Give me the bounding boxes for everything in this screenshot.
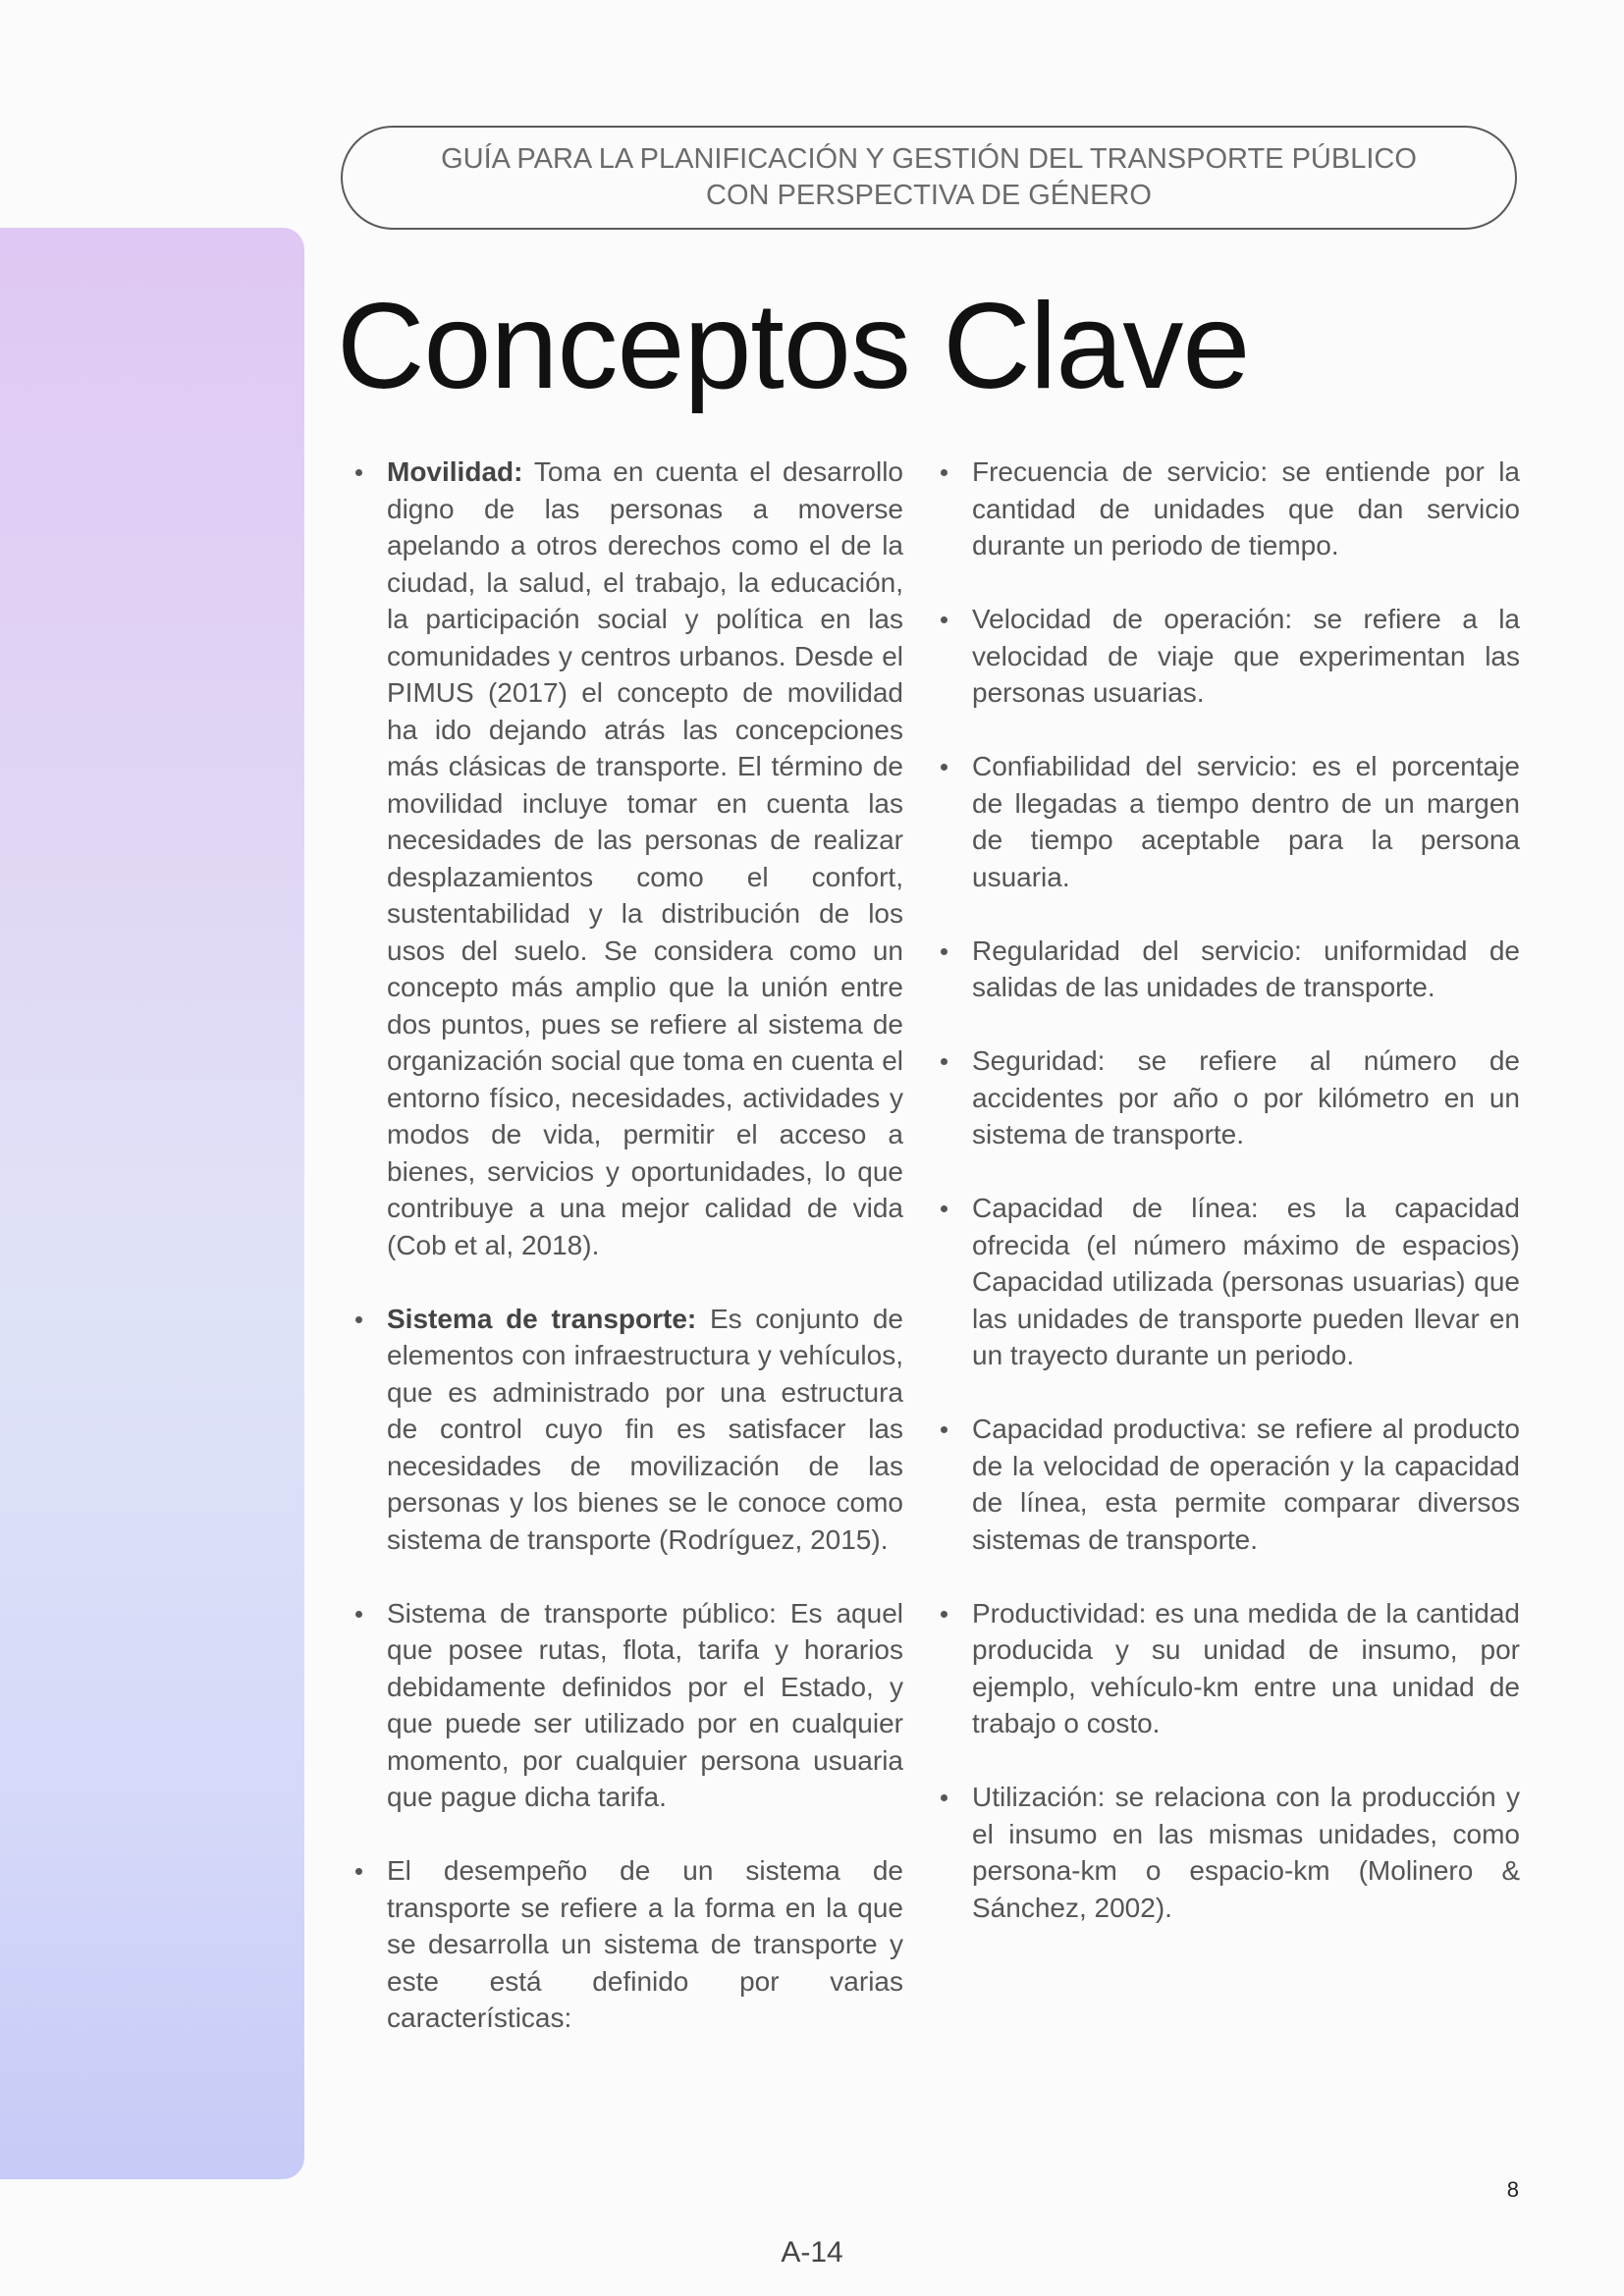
characteristic-capacidad-linea: Capacidad de línea: es la capacidad ofrecida (el número máximo de espacios) Capacidad utilizada (personas usuarias) que las unidades de transporte pueden llevar en un trayecto durante un periodo. — [941, 1190, 1520, 1374]
left-concepts-list — [355, 454, 903, 2073]
characteristic-velocidad: Velocidad de operación: se refiere a la velocidad de viaje que experimentan las personas usuarias. — [941, 601, 1520, 712]
characteristic-seguridad: Seguridad: se refiere al número de accidentes por año o por kilómetro en un sistema de transporte. — [941, 1042, 1520, 1153]
concept-term: Sistema de transporte: — [387, 1303, 697, 1334]
characteristic-productividad: Productividad: es una medida de la cantidad producida y su unidad de insumo, por ejemplo, vehículo-km entre una unidad de trabajo o costo. — [941, 1595, 1520, 1742]
footer-page-code: A-14 — [781, 2236, 843, 2269]
page-title: Conceptos Clave — [337, 279, 1250, 414]
characteristic-frecuencia: Frecuencia de servicio: se entiende por la cantidad de unidades que dan servicio durante un periodo de tiempo. — [941, 454, 1520, 564]
concept-definition: El desempeño de un sistema de transporte se refiere a la forma en la que se desarrolla un sistema de transporte y este está definido por varias características: — [387, 1855, 903, 2033]
characteristic-utilizacion: Utilización: se relaciona con la producción y el insumo en las mismas unidades, como persona-km o espacio-km (Molinero & Sánchez, 2002). — [941, 1779, 1520, 1926]
decorative-gradient-band — [0, 228, 304, 2179]
concept-definition: Toma en cuenta el desarrollo digno de las personas a moverse apelando a otros derechos como el de la ciudad, la salud, el trabajo, la educación, la participación social y política en las comunidades y centros urbanos. Desde el PIMUS (2017) el concepto de movilidad ha ido dejando atrás las concepciones más clásicas de transporte. El término de movilidad incluye tomar en cuenta las necesidades de las personas de realizar desplazamientos como el confort, sustentabilidad y la distribución de los usos del suelo. Se considera como un concepto más amplio que la unión entre dos puntos, pues se refiere al sistema de organización social que toma en cuenta el entorno físico, necesidades, actividades y modos de vida, permitir el acceso a bienes, servicios y oportunidades, lo que contribuye a una mejor calidad de vida (Cob et al, 2018). — [387, 456, 903, 1260]
characteristic-regularidad: Regularidad del servicio: uniformidad de salidas de las unidades de transporte. — [941, 933, 1520, 1006]
guide-title: GUÍA PARA LA PLANIFICACIÓN Y GESTIÓN DEL TRANSPORTE PÚBLICO CON PERSPECTIVA DE GÉNERO — [441, 143, 1417, 211]
characteristic-capacidad-productiva: Capacidad productiva: se refiere al producto de la velocidad de operación y la capacidad de línea, esta permite comparar diversos sistemas de transporte. — [941, 1411, 1520, 1558]
concept-item-transporte-publico — [355, 1595, 903, 1816]
concept-item-sistema-transporte — [355, 1301, 903, 1559]
characteristic-confiabilidad: Confiabilidad del servicio: es el porcentaje de llegadas a tiempo dentro de un margen de tiempo aceptable para la persona usuaria. — [941, 748, 1520, 895]
page-number: 8 — [1506, 2177, 1519, 2202]
right-characteristics-list — [941, 454, 1520, 1963]
guide-header-pill — [341, 126, 1517, 230]
concept-definition: Sistema de transporte público: Es aquel que posee rutas, flota, tarifa y horarios debidamente definidos por el Estado, y que puede ser utilizado por en cualquier momento, por cualquier persona usuaria que pague dicha tarifa. — [387, 1597, 903, 1812]
concept-item-movilidad — [355, 454, 903, 1263]
concept-term: Movilidad: — [387, 456, 523, 487]
concept-definition: Es conjunto de elementos con infraestructura y vehículos, que es administrado por una estructura de control cuyo fin es satisfacer las necesidades de movilización de las personas y los bienes se le conoce como sistema de transporte (Rodríguez, 2015). — [387, 1303, 903, 1555]
concept-item-desempeno — [355, 1852, 903, 2037]
